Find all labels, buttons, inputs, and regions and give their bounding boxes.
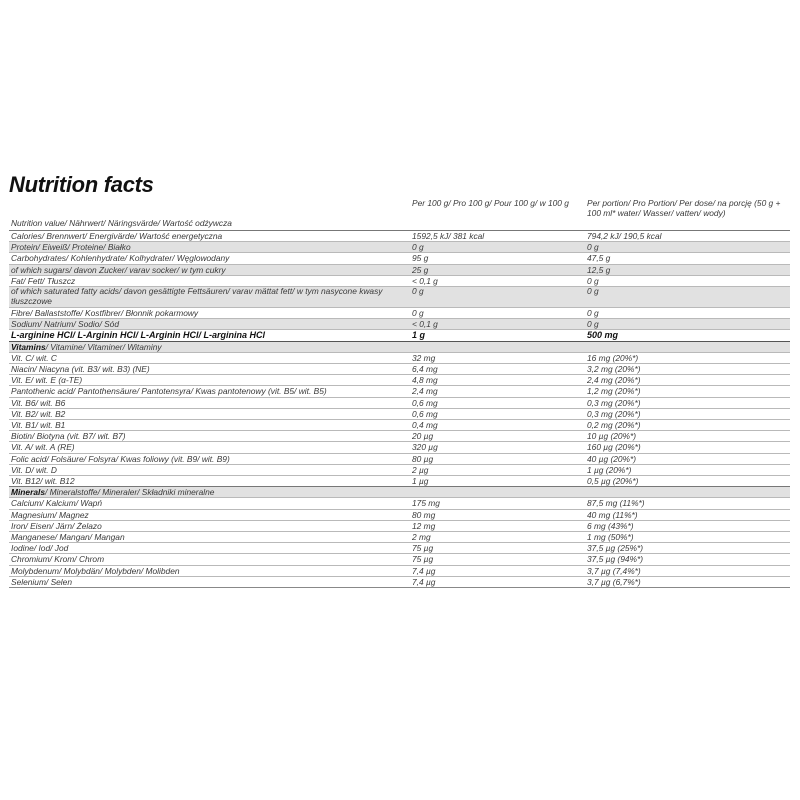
cell-per100: 2,4 mg [410, 386, 585, 397]
vitamin-row [9, 431, 790, 442]
cell-per100: 0 g [410, 308, 585, 319]
cell-label: Vit. D/ wit. D [9, 464, 410, 475]
cell-portion: 0 g [585, 242, 790, 253]
cell-label: Fibre/ Ballaststoffe/ Kostfibrer/ Błonnik pokarmowy [9, 308, 410, 319]
cell-label: Protein/ Eiweiß/ Proteine/ Białko [9, 242, 410, 253]
cell-portion: 37,5 µg (94%*) [585, 554, 790, 565]
cell-label: Niacin/ Niacyna (vit. B3/ wit. B3) (NE) [9, 364, 410, 375]
cell-portion: 0,5 µg (20%*) [585, 476, 790, 487]
cell-per100: 7,4 µg [410, 576, 585, 587]
cell-portion: 16 mg (20%*) [585, 352, 790, 363]
cell-portion: 1 µg (20%*) [585, 464, 790, 475]
cell-portion: 10 µg (20%*) [585, 431, 790, 442]
cell-per100: 2 mg [410, 532, 585, 543]
cell-label: Iodine/ Iod/ Jod [9, 543, 410, 554]
cell-per100: < 0,1 g [410, 319, 585, 330]
cell-label: Magnesium/ Magnez [9, 509, 410, 520]
cell-label: Vit. B6/ wit. B6 [9, 397, 410, 408]
nutrition-row [9, 253, 790, 264]
cell-label: Selenium/ Selen [9, 576, 410, 587]
cell-per100: 80 mg [410, 509, 585, 520]
nutrition-row [9, 242, 790, 253]
cell-portion: 40 µg (20%*) [585, 453, 790, 464]
cell-per100: 95 g [410, 253, 585, 264]
cell-label: Chromium/ Krom/ Chrom [9, 554, 410, 565]
cell-per100: 12 mg [410, 520, 585, 531]
cell-per100: 0,4 mg [410, 420, 585, 431]
vitamins-section-header [9, 341, 790, 352]
cell-label: Folic acid/ Folsäure/ Folsyra/ Kwas foliowy (vit. B9/ wit. B9) [9, 453, 410, 464]
header-per-100g: Per 100 g/ Pro 100 g/ Pour 100 g/ w 100 g [410, 198, 585, 231]
cell-portion: 40 mg (11%*) [585, 509, 790, 520]
cell-per100: 0,6 mg [410, 408, 585, 419]
cell-per100: 320 µg [410, 442, 585, 453]
cell-portion: 3,2 mg (20%*) [585, 364, 790, 375]
cell-label: Calories/ Brennwert/ Energivärde/ Wartość energetyczna [9, 231, 410, 242]
cell-label: Vit. B2/ wit. B2 [9, 408, 410, 419]
cell-label: Pantothenic acid/ Pantothensäure/ Pantotensyra/ Kwas pantotenowy (vit. B5/ wit. B5) [9, 386, 410, 397]
mineral-row [9, 520, 790, 531]
cell-label: Manganese/ Mangan/ Mangan [9, 532, 410, 543]
cell-portion: 37,5 µg (25%*) [585, 543, 790, 554]
cell-label: L-arginine HCl/ L-Arginin HCl/ L-Arginin HCl/ L-arginina HCl [9, 330, 410, 341]
cell-label: Calcium/ Kalcium/ Wapń [9, 498, 410, 509]
cell-portion: 0 g [585, 319, 790, 330]
cell-portion: 6 mg (43%*) [585, 520, 790, 531]
cell-label: Vit. C/ wit. C [9, 352, 410, 363]
nutrition-row [9, 287, 790, 308]
vitamins-section-header-translations: / Vitamine/ Vitaminer/ Witaminy [45, 341, 162, 352]
minerals-section-header-title: Minerals [11, 487, 45, 498]
cell-per100: 4,8 mg [410, 375, 585, 386]
mineral-row [9, 565, 790, 576]
cell-portion: 0,3 mg (20%*) [585, 397, 790, 408]
vitamin-row [9, 352, 790, 363]
cell-per100: 80 µg [410, 453, 585, 464]
cell-portion: 3,7 µg (7,4%*) [585, 565, 790, 576]
vitamin-row [9, 386, 790, 397]
vitamin-row [9, 476, 790, 487]
cell-portion: 47,5 g [585, 253, 790, 264]
cell-label: Vit. E/ wit. E (α-TE) [9, 375, 410, 386]
cell-portion: 0 g [585, 308, 790, 319]
cell-label: of which saturated fatty acids/ davon gesättigte Fettsäuren/ varav mättat fett/ w tym nasycone kwasy tłuszczowe [9, 287, 410, 308]
cell-portion: 12,5 g [585, 264, 790, 275]
cell-per100: 20 µg [410, 431, 585, 442]
cell-label: Fat/ Fett/ Tłuszcz [9, 275, 410, 286]
cell-per100: 2 µg [410, 464, 585, 475]
mineral-row [9, 543, 790, 554]
arginine-row [9, 330, 790, 341]
cell-per100: 0,6 mg [410, 397, 585, 408]
cell-label: Vit. A/ wit. A (RE) [9, 442, 410, 453]
cell-per100: 0 g [410, 287, 585, 308]
vitamin-row [9, 453, 790, 464]
vitamins-section-header-cell [9, 341, 790, 352]
nutrition-row [9, 231, 790, 242]
page-title: Nutrition facts [9, 172, 154, 197]
cell-portion: 0,3 mg (20%*) [585, 408, 790, 419]
cell-per100: 175 mg [410, 498, 585, 509]
cell-per100: 25 g [410, 264, 585, 275]
cell-portion: 160 µg (20%*) [585, 442, 790, 453]
cell-per100: 7,4 µg [410, 565, 585, 576]
nutrition-row [9, 319, 790, 330]
table-header-row [9, 198, 790, 231]
minerals-section-header-translations: / Mineralstoffe/ Mineraler/ Składniki mineralne [44, 487, 215, 498]
mineral-row [9, 576, 790, 587]
nutrition-row [9, 308, 790, 319]
cell-portion: 500 mg [585, 330, 790, 341]
cell-per100: 1592,5 kJ/ 381 kcal [410, 231, 585, 242]
cell-per100: 6,4 mg [410, 364, 585, 375]
cell-label: of which sugars/ davon Zucker/ varav socker/ w tym cukry [9, 264, 410, 275]
cell-label: Iron/ Eisen/ Järn/ Żelazo [9, 520, 410, 531]
cell-portion: 87,5 mg (11%*) [585, 498, 790, 509]
vitamin-row [9, 397, 790, 408]
minerals-section-header-cell [9, 487, 790, 498]
cell-per100: 0 g [410, 242, 585, 253]
header-per-portion: Per portion/ Pro Portion/ Per dose/ na porcję (50 g + 100 ml* water/ Wasser/ vatten/ wody) [585, 198, 790, 231]
cell-per100: 75 µg [410, 554, 585, 565]
vitamin-row [9, 464, 790, 475]
cell-label: Biotin/ Biotyna (vit. B7/ wit. B7) [9, 431, 410, 442]
cell-per100: 1 g [410, 330, 585, 341]
cell-portion: 2,4 mg (20%*) [585, 375, 790, 386]
mineral-row [9, 554, 790, 565]
mineral-row [9, 532, 790, 543]
nutrition-table [9, 198, 790, 588]
header-nutrition-value: Nutrition value/ Nährwert/ Näringsvärde/ Wartość odżywcza [9, 198, 410, 231]
mineral-row [9, 509, 790, 520]
cell-per100: < 0,1 g [410, 275, 585, 286]
cell-portion: 0 g [585, 275, 790, 286]
cell-label: Sodium/ Natrium/ Sodio/ Sód [9, 319, 410, 330]
cell-per100: 32 mg [410, 352, 585, 363]
cell-portion: 3,7 µg (6,7%*) [585, 576, 790, 587]
cell-portion: 1,2 mg (20%*) [585, 386, 790, 397]
cell-label: Vit. B1/ wit. B1 [9, 420, 410, 431]
vitamin-row [9, 364, 790, 375]
cell-per100: 75 µg [410, 543, 585, 554]
cell-label: Molybdenum/ Molybdän/ Molybden/ Molibden [9, 565, 410, 576]
cell-portion: 1 mg (50%*) [585, 532, 790, 543]
mineral-row [9, 498, 790, 509]
nutrition-row [9, 275, 790, 286]
minerals-section-header [9, 487, 790, 498]
nutrition-row [9, 264, 790, 275]
cell-portion: 794,2 kJ/ 190,5 kcal [585, 231, 790, 242]
cell-label: Vit. B12/ wit. B12 [9, 476, 410, 487]
cell-portion: 0 g [585, 287, 790, 308]
cell-per100: 1 µg [410, 476, 585, 487]
vitamin-row [9, 420, 790, 431]
vitamin-row [9, 442, 790, 453]
vitamin-row [9, 375, 790, 386]
cell-label: Carbohydrates/ Kohlenhydrate/ Kolhydrater/ Węglowodany [9, 253, 410, 264]
vitamins-section-header-title: Vitamins [11, 341, 46, 352]
cell-portion: 0,2 mg (20%*) [585, 420, 790, 431]
vitamin-row [9, 408, 790, 419]
